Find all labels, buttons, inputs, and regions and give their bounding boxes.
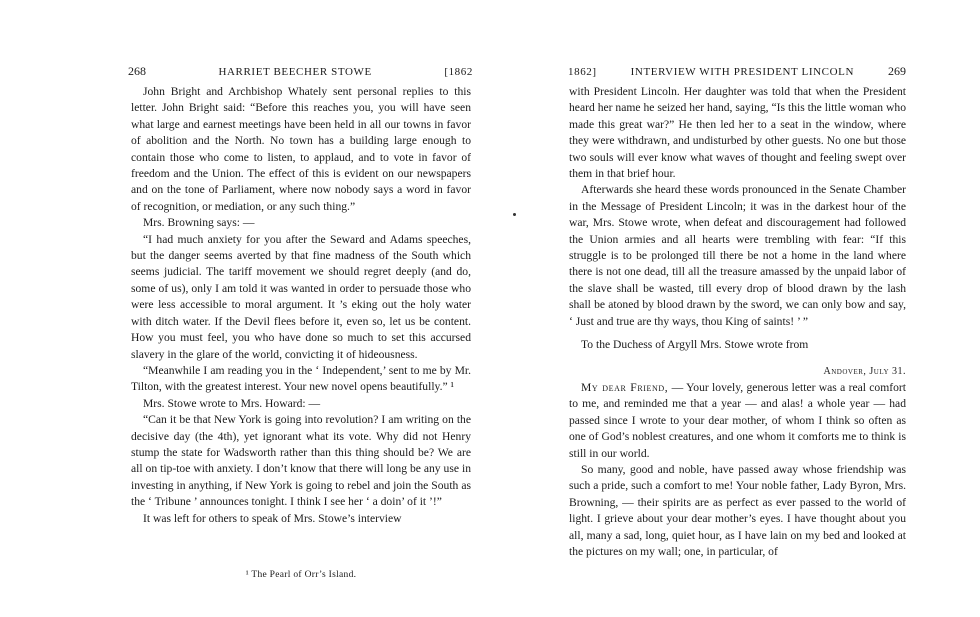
- paragraph: It was left for others to speak of Mrs. Stowe’s interview: [143, 511, 402, 525]
- paragraph: John Bright and Archbishop Whately sent personal replies to this letter. John Bright said: “Before this reaches you, you will have seen what large and earnest meetings have been held in all our towns in favor of abolition and the North. No town has a building large enough to contain those who come to listen, to applaud, and to vote in favor of freedom and the Union. The effect of this is evident on our newspapers and on the tone of Parliament, where now nobody says a word in favor of recognition, or mediation, or any such thing.”: [131, 85, 471, 213]
- left-running-title: HARRIET BEECHER STOWE: [218, 66, 372, 78]
- left-page-number: 268: [128, 64, 146, 78]
- letter-salutation: My dear Friend,: [581, 380, 669, 394]
- letter-paragraph: [569, 380, 906, 462]
- left-header-year: [1862: [444, 66, 473, 78]
- right-page-number: 269: [888, 64, 906, 78]
- right-header-year: 1862]: [568, 66, 597, 78]
- right-page-body: [569, 84, 906, 560]
- right-running-header: [568, 64, 906, 79]
- letter-paragraph: So many, good and noble, have passed away whose friendship was such a pride, such a comfort to me! Your noble father, Lady Byron, Mrs. Browning, — their spirits are as perfect as ever passed to the world of light. I grieve about your dear mother’s eyes. I have thought about you all, many a sad, long, quiet hour, as I have lain on my bed and looked at the pictures on my wall; one, in particular, of: [569, 462, 906, 558]
- right-running-title: INTERVIEW WITH PRESIDENT LINCOLN: [630, 66, 854, 78]
- paragraph: Mrs. Stowe wrote to Mrs. Howard: —: [143, 396, 321, 410]
- paragraph: Mrs. Browning says: —: [143, 216, 255, 230]
- footnote: ¹ The Pearl of Orr’s Island.: [245, 570, 357, 580]
- letter-date: Andover, July 31.: [823, 365, 906, 377]
- paragraph: “I had much anxiety for you after the Seward and Adams speeches, but the danger seems averted by that fine madness of the South which seems judicial. The tariff movement we should regret deeply (and do, some of us), only I am told it was wanted in order to persuade those who were less accessible to moral argument. It ’s eking out the holy water with ditch water. If the Devil flees before it, even so, let us be content. How you must feel, you who have done so much to set this accursed slavery in the glare of the world, convicting it of hideousness.: [131, 232, 471, 361]
- paragraph: To the Duchess of Argyll Mrs. Stowe wrote from: [581, 338, 809, 352]
- paragraph: with President Lincoln. Her daughter was told that when the President heard her name he seized her hand, saying, “Is this the little woman who made this great war?” He then led her to a seat in the window, where they were withdrawn, and undisturbed by other guests. No one but those two souls will ever know what waves of thought and feeling swept over them in that brief hour.: [569, 85, 906, 181]
- left-page-body: [131, 84, 471, 527]
- paragraph: “Can it be that New York is going into revolution? I am writing on the decisive day (the 4th), yet ignorant what its vote. Why did not Henry stump the state for Wadsworth rather than this thing should be? We are all on tip-toe with anxiety. I don’t know that there will long be any use in investing in anything, if New York is going to rebel and join the South as the ‘ Tribune ’ announces tonight. I think I see her ‘ a doin’ of it ’!”: [131, 413, 471, 509]
- letter-text: — Your lovely, generous letter was a real comfort to me, and reminded me that a year — and alas! a whole year — had passed since I wrote to your dear mother, of whom I think so often as one of God’s noblest creatures, and one whom it comforts me to think is still in our world.: [569, 380, 906, 460]
- paragraph: “Meanwhile I am reading you in the ‘ Independent,’ sent to me by Mr. Tilton, with the greatest interest. Your new novel opens beautifully.” ¹: [131, 363, 471, 394]
- right-page: [490, 0, 980, 617]
- left-running-header: [128, 64, 473, 79]
- paragraph: Afterwards she heard these words pronounced in the Senate Chamber in the Message of President Lincoln; it was in the darkest hour of the war, Mrs. Stowe wrote, when defeat and discouragement had followed the Union armies and all hearts were trembling with fear: “If this struggle is to be prolonged till there be not a home in the land where there is not one dead, till all the treasure amassed by the unpaid labor of the slave shall be wasted, till every drop of blood drawn by the lash shall be atoned by blood drawn by the sword, we can only bow and say, ‘ Just and true are thy ways, thou King of saints! ’ ”: [569, 183, 906, 328]
